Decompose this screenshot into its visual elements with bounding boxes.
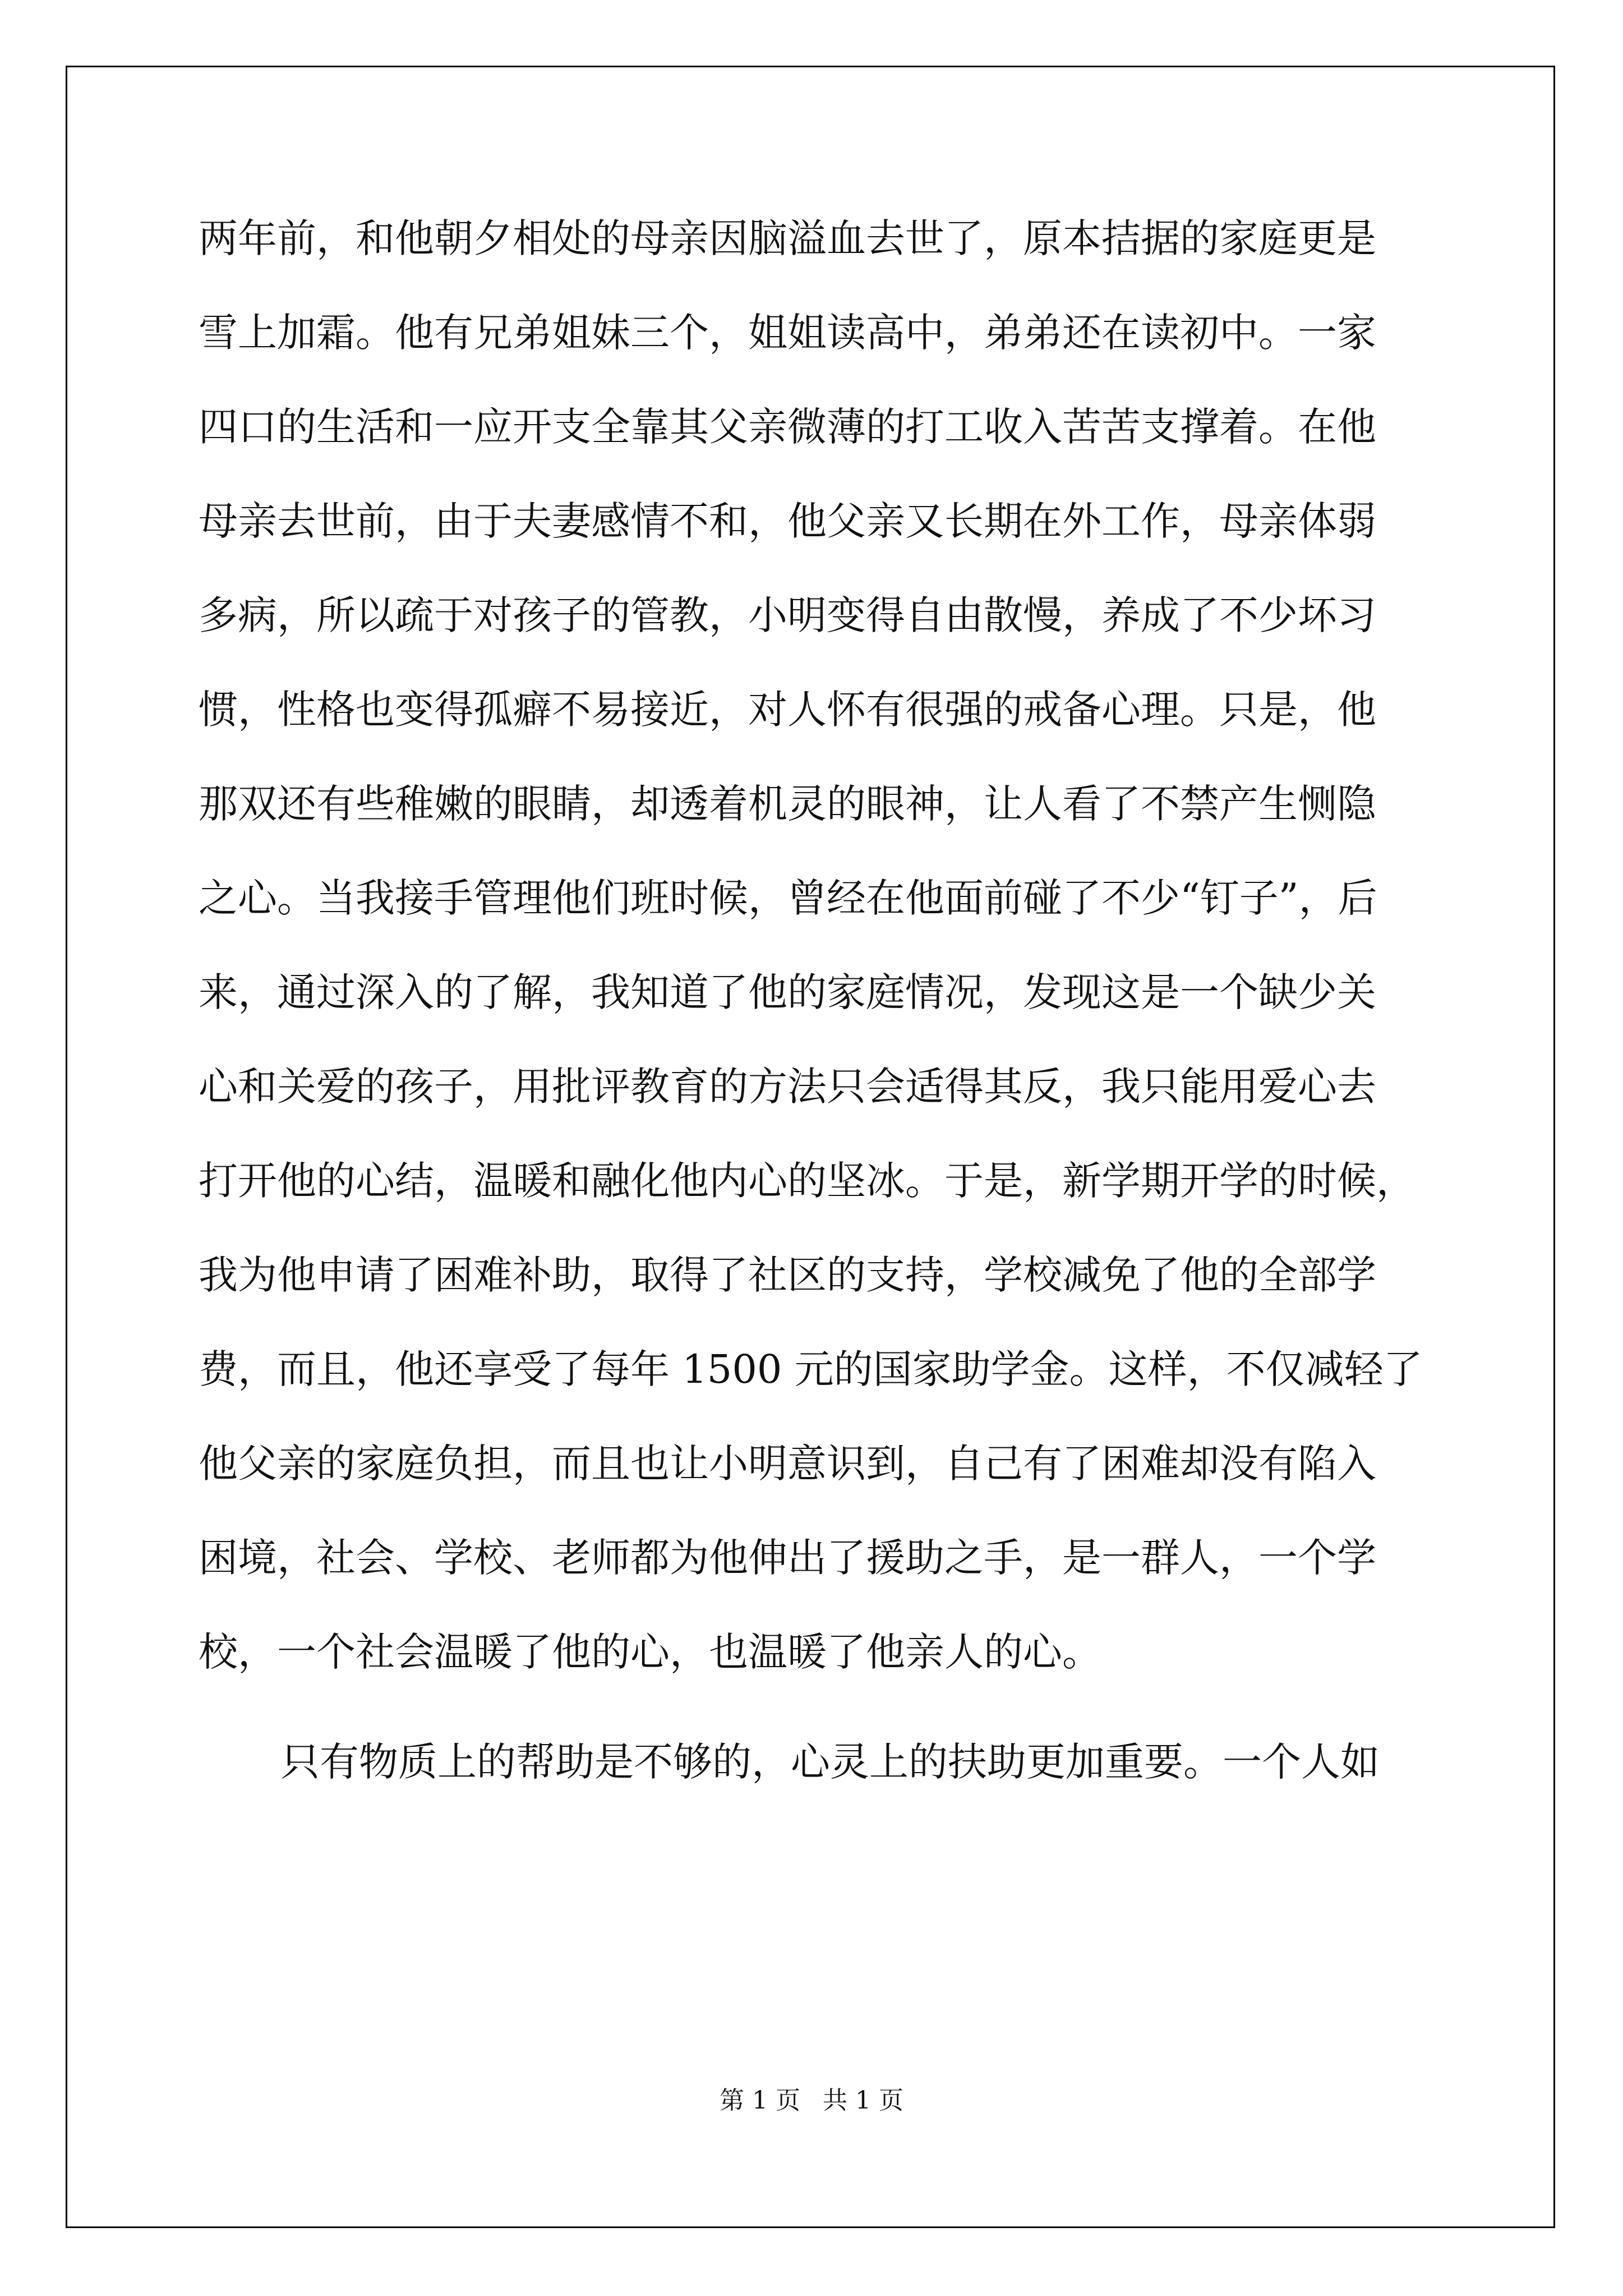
- body-line-9: 来，通过深入的了解，我知道了他的家庭情况，发现这是一个缺少关: [199, 969, 1376, 1015]
- body-line-5: 多病，所以疏于对孩子的管教，小明变得自由散慢，养成了不少坏习: [199, 592, 1376, 638]
- body-line-8: 之心。当我接手管理他们班时候，曾经在他面前碰了不少“钉子”，后: [199, 875, 1377, 921]
- body-line-6: 惯，性格也变得孤癖不易接近，对人怀有很强的戒备心理。只是，他: [199, 687, 1376, 733]
- body-line-2: 雪上加霜。他有兄弟姐妹三个，姐姐读高中，弟弟还在读初中。一家: [199, 310, 1376, 356]
- body-line-1: 两年前，和他朝夕相处的母亲因脑溢血去世了，原本拮据的家庭更是: [199, 215, 1376, 261]
- page-total: 共 1 页: [823, 2086, 903, 2115]
- body-line-7: 那双还有些稚嫩的眼睛，却透着机灵的眼神，让人看了不禁产生恻隐: [199, 781, 1376, 827]
- body-line-11: 打开他的心结，温暖和融化他内心的坚冰。于是，新学期开学的时候，: [199, 1158, 1415, 1204]
- body-line-13: 费，而且，他还享受了每年 1500 元的国家助学金。这样，不仅减轻了: [199, 1346, 1423, 1392]
- body-line-15: 困境，社会、学校、老师都为他伸出了援助之手，是一群人，一个学: [199, 1535, 1376, 1581]
- body-line-12: 我为他申请了困难补助，取得了社区的支持，学校减免了他的全部学: [199, 1252, 1376, 1298]
- body-line-10: 心和关爱的孩子，用批评教育的方法只会适得其反，我只能用爱心去: [199, 1064, 1376, 1110]
- body-line-3: 四口的生活和一应开支全靠其父亲微薄的打工收入苦苦支撑着。在他: [199, 404, 1376, 450]
- document-body: [199, 215, 1432, 1837]
- body-line-4: 母亲去世前，由于夫妻感情不和，他父亲又长期在外工作，母亲体弱: [199, 498, 1376, 544]
- body-line-16: 校，一个社会温暖了他的心，也温暖了他亲人的心。: [199, 1629, 1101, 1675]
- body-line-17: 只有物质上的帮助是不够的，心灵上的扶助更加重要。一个人如: [280, 1739, 1380, 1785]
- page-footer: [0, 2087, 1623, 2115]
- page-number: 第 1 页: [720, 2086, 800, 2115]
- body-line-14: 他父亲的家庭负担，而且也让小明意识到，自己有了困难却没有陷入: [199, 1441, 1376, 1487]
